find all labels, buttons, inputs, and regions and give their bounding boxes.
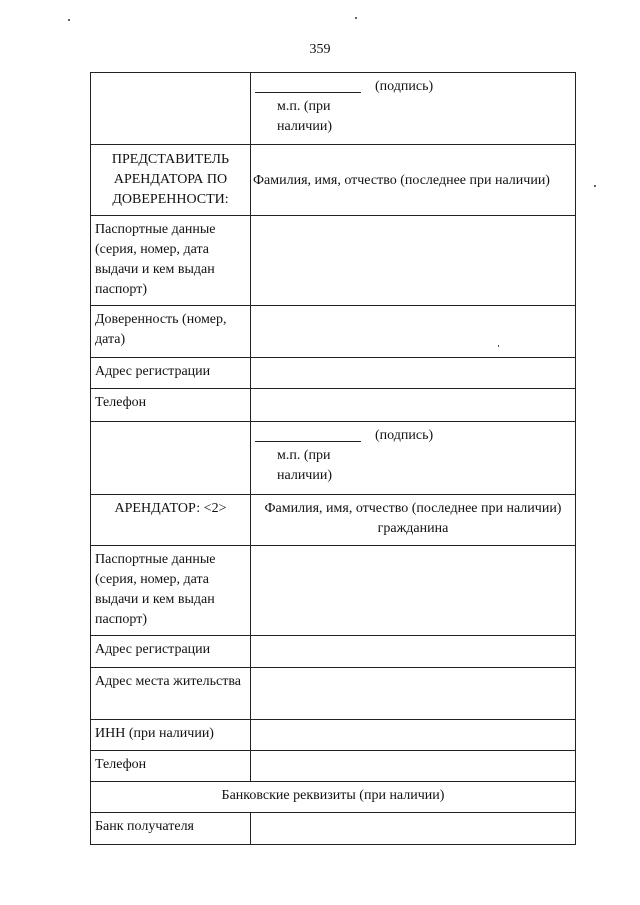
row-value[interactable] <box>251 636 576 668</box>
signature-row <box>91 73 576 145</box>
row-value[interactable] <box>251 306 576 358</box>
representative-heading-row <box>91 145 576 216</box>
bank-heading-row <box>91 782 576 813</box>
row-value[interactable] <box>251 751 576 782</box>
tenant-heading-row <box>91 495 576 546</box>
row-label: Адрес регистрации <box>91 358 251 389</box>
row-value[interactable] <box>251 720 576 751</box>
table-row <box>91 720 576 751</box>
page-number: 359 <box>309 42 331 57</box>
row-value[interactable] <box>251 389 576 422</box>
row-label: Адрес регистрации <box>91 636 251 668</box>
representative-heading <box>91 145 251 216</box>
lease-form-table <box>90 72 576 845</box>
signature-label: (подпись) <box>375 428 434 443</box>
table-row <box>91 306 576 358</box>
stamp-label: наличии) <box>277 119 332 134</box>
tenant-heading: АРЕНДАТОР: <2> <box>91 495 251 546</box>
signature-line[interactable] <box>255 77 361 93</box>
bank-heading: Банковские реквизиты (при наличии) <box>91 782 576 813</box>
heading-line: ДОВЕРЕННОСТИ: <box>112 192 229 207</box>
table-row <box>91 389 576 422</box>
signature-label: (подпись) <box>375 79 434 94</box>
table-row <box>91 636 576 668</box>
row-label: Адрес места жительства <box>91 668 251 720</box>
row-label: Телефон <box>91 751 251 782</box>
scan-speck <box>594 185 596 187</box>
row-value[interactable] <box>251 358 576 389</box>
row-value[interactable] <box>251 546 576 636</box>
row-label: ИНН (при наличии) <box>91 720 251 751</box>
name-hint: гражданина <box>377 521 449 536</box>
name-hint: Фамилия, имя, отчество (последнее при наличии) <box>253 173 550 188</box>
table-row <box>91 358 576 389</box>
row-value[interactable] <box>251 813 576 845</box>
scan-speck <box>68 19 70 21</box>
name-hint: Фамилия, имя, отчество (последнее при наличии) <box>264 501 562 516</box>
row-label: Банк получателя <box>91 813 251 845</box>
empty-cell <box>91 422 251 495</box>
representative-name-field[interactable] <box>251 145 576 216</box>
stamp-label: м.п. (при <box>277 99 331 114</box>
stamp-label: м.п. (при <box>277 448 331 463</box>
empty-cell <box>91 73 251 145</box>
table-row <box>91 216 576 306</box>
row-label: Телефон <box>91 389 251 422</box>
signature-row <box>91 422 576 495</box>
table-row <box>91 813 576 845</box>
signature-cell <box>251 73 576 145</box>
table-row <box>91 546 576 636</box>
table-row <box>91 751 576 782</box>
scan-speck <box>355 17 357 19</box>
heading-line: АРЕНДАТОРА ПО <box>113 172 228 187</box>
tenant-name-field[interactable] <box>251 495 576 546</box>
row-value[interactable] <box>251 216 576 306</box>
row-label: Доверенность (номер, дата) <box>91 306 251 358</box>
table-row <box>91 668 576 720</box>
stamp-label: наличии) <box>277 468 332 483</box>
row-label: Паспортные данные (серия, номер, дата выдачи и кем выдан паспорт) <box>91 546 251 636</box>
row-label: Паспортные данные (серия, номер, дата выдачи и кем выдан паспорт) <box>91 216 251 306</box>
row-value[interactable] <box>251 668 576 720</box>
signature-line[interactable] <box>255 426 361 442</box>
signature-cell <box>251 422 576 495</box>
heading-line: ПРЕДСТАВИТЕЛЬ <box>111 152 230 167</box>
